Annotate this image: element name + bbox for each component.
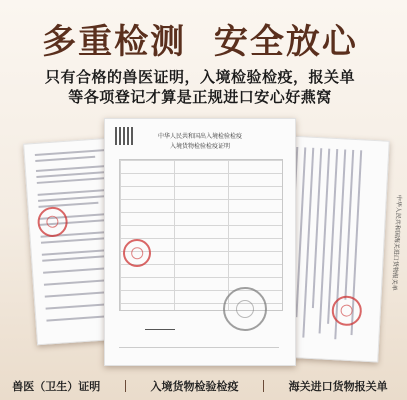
headline-part1: 多重检测 <box>42 22 187 62</box>
label-veterinary-certificate: 兽医（卫生）证明 <box>12 380 101 393</box>
headline-part2: 安全放心 <box>213 22 358 62</box>
certificate-title-2: 入境货物检验检疫证明 <box>169 143 230 150</box>
label-divider <box>263 380 264 392</box>
subtitle-line2: 等各项登记才算是正规进口安心好燕窝 <box>68 88 332 106</box>
customs-title: 中华人民共和国海关进口货物报关单 <box>390 194 403 291</box>
official-seal-icon <box>223 287 267 331</box>
certificate-title-1: 中华人民共和国出入境检验检疫 <box>157 133 242 140</box>
certificate-table <box>119 159 283 311</box>
inspection-certificate-image <box>104 118 296 366</box>
subtitle-line1: 只有合格的兽医证明，入境检验检疫，报关单 <box>44 68 355 86</box>
headline <box>0 14 400 63</box>
document-labels <box>0 376 400 396</box>
label-divider <box>125 380 126 392</box>
label-customs-declaration: 海关进口货物报关单 <box>288 380 388 393</box>
signature-line <box>145 329 175 330</box>
documents-area <box>0 112 403 374</box>
red-seal-icon <box>123 239 151 267</box>
label-inspection-certificate: 入境货物检验检疫 <box>150 380 239 393</box>
